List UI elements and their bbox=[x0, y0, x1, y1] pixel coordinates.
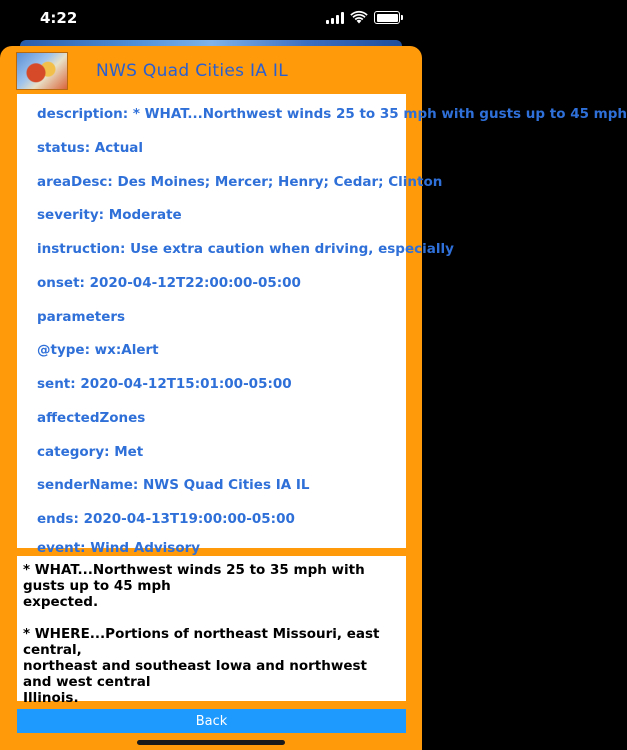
home-indicator[interactable] bbox=[137, 740, 285, 745]
list-item[interactable]: @type: wx:Alert bbox=[37, 342, 159, 358]
list-item[interactable]: category: Met bbox=[37, 444, 144, 460]
list-item[interactable]: description: * WHAT...Northwest winds 25 to 35 mph with gusts up to 45 mph bbox=[37, 106, 627, 122]
detail-text: * WHAT...Northwest winds 25 to 35 mph with gusts up to 45 mph expected. * WHERE...Portions of northeast Missouri, east central, northeast and southeast Iowa and northwest and west central Illinois. bbox=[23, 562, 380, 706]
radar-logo-icon bbox=[16, 52, 68, 90]
status-icons bbox=[326, 11, 400, 24]
list-item[interactable]: instruction: Use extra caution when driving, especially bbox=[37, 241, 454, 257]
list-item[interactable]: parameters bbox=[37, 309, 126, 325]
list-item[interactable]: areaDesc: Des Moines; Mercer; Henry; Cedar; Clinton bbox=[37, 174, 443, 190]
alert-sheet bbox=[0, 46, 627, 750]
list-item[interactable]: severity: Moderate bbox=[37, 207, 182, 223]
cellular-signal-icon bbox=[326, 12, 344, 24]
status-bar bbox=[0, 0, 422, 40]
list-item[interactable]: senderName: NWS Quad Cities IA IL bbox=[37, 477, 310, 493]
list-item[interactable]: status: Actual bbox=[37, 140, 144, 156]
detail-text-view[interactable] bbox=[17, 556, 406, 706]
list-item[interactable]: event: Wind Advisory bbox=[37, 540, 201, 556]
back-button[interactable]: Back bbox=[17, 709, 406, 733]
page-title: NWS Quad Cities IA IL bbox=[96, 61, 289, 81]
list-item[interactable]: affectedZones bbox=[37, 410, 146, 426]
list-item[interactable]: sent: 2020-04-12T15:01:00-05:00 bbox=[37, 376, 292, 392]
properties-list[interactable] bbox=[17, 94, 627, 556]
header bbox=[16, 52, 406, 92]
list-item[interactable]: onset: 2020-04-12T22:00:00-05:00 bbox=[37, 275, 301, 291]
status-time: 4:22 bbox=[40, 9, 78, 27]
list-item[interactable]: ends: 2020-04-13T19:00:00-05:00 bbox=[37, 511, 295, 527]
wifi-icon bbox=[350, 11, 368, 24]
battery-icon bbox=[374, 11, 400, 24]
